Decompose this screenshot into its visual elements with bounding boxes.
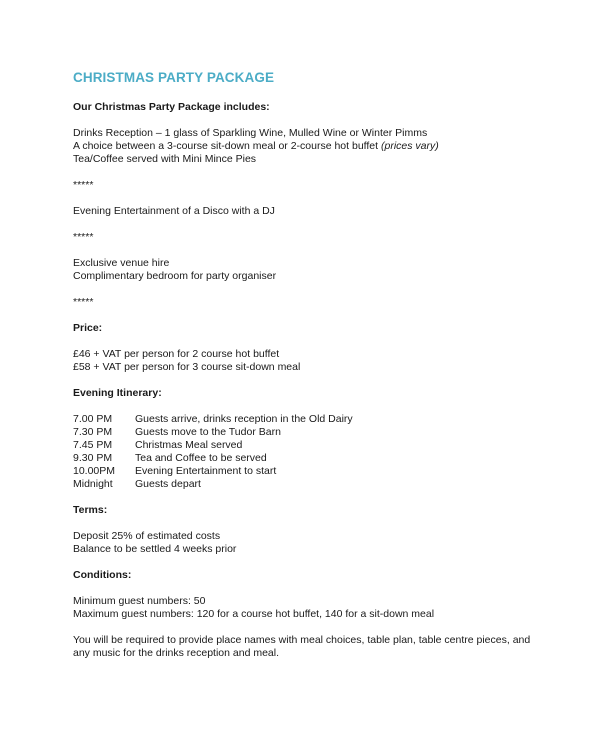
price-heading: Price:	[73, 322, 103, 334]
itinerary-time: 7.30 PM	[73, 426, 113, 438]
itinerary-heading: Evening Itinerary:	[73, 387, 162, 399]
includes-line-2-note: (prices vary)	[380, 140, 439, 152]
itinerary-time: 7.45 PM	[73, 439, 113, 451]
conditions-line-1: Minimum guest numbers: 50	[73, 595, 206, 607]
separator: *****	[73, 179, 94, 191]
includes-line-2-main: A choice between a 3-course sit-down meal or 2-course hot buffet	[73, 140, 381, 152]
terms-line-2: Balance to be settled 4 weeks prior	[73, 543, 237, 555]
itinerary-row	[73, 439, 573, 452]
itinerary-row	[73, 478, 573, 491]
terms-line-1: Deposit 25% of estimated costs	[73, 530, 221, 542]
itinerary-event: Guests arrive, drinks reception in the Old Dairy	[135, 413, 353, 425]
includes-line-2	[73, 140, 573, 153]
price-line-1: £46 + VAT per person for 2 course hot buffet	[73, 348, 280, 360]
venue-line-2: Complimentary bedroom for party organiser	[73, 270, 277, 282]
itinerary-row	[73, 452, 573, 465]
itinerary-event: Tea and Coffee to be served	[135, 452, 267, 464]
itinerary-row	[73, 465, 573, 478]
conditions-line-2: Maximum guest numbers: 120 for a course hot buffet, 140 for a sit-down meal	[73, 608, 435, 620]
includes-line-1: Drinks Reception – 1 glass of Sparkling Wine, Mulled Wine or Winter Pimms	[73, 127, 428, 139]
itinerary-event: Guests depart	[135, 478, 201, 490]
itinerary-time: 9.30 PM	[73, 452, 113, 464]
document-page	[73, 70, 573, 660]
includes-line-3: Tea/Coffee served with Mini Mince Pies	[73, 153, 257, 165]
entertainment-line: Evening Entertainment of a Disco with a DJ	[73, 205, 275, 217]
itinerary-time: 7.00 PM	[73, 413, 113, 425]
includes-heading: Our Christmas Party Package includes:	[73, 101, 270, 113]
venue-line-1: Exclusive venue hire	[73, 257, 170, 269]
separator: *****	[73, 231, 94, 243]
itinerary-event: Guests move to the Tudor Barn	[135, 426, 281, 438]
separator: *****	[73, 296, 94, 308]
itinerary-table	[73, 413, 573, 491]
conditions-heading: Conditions:	[73, 569, 132, 581]
itinerary-time: 10.00PM	[73, 465, 116, 477]
itinerary-event: Evening Entertainment to start	[135, 465, 277, 477]
itinerary-event: Christmas Meal served	[135, 439, 243, 451]
conditions-paragraph: You will be required to provide place names with meal choices, table plan, table centre pieces, and any music for the drinks reception and meal.	[73, 634, 531, 659]
page-title: CHRISTMAS PARTY PACKAGE	[73, 70, 275, 85]
price-line-2: £58 + VAT per person for 3 course sit-down meal	[73, 361, 301, 373]
itinerary-row	[73, 426, 573, 439]
itinerary-time: Midnight	[73, 478, 113, 490]
itinerary-row	[73, 413, 573, 426]
terms-heading: Terms:	[73, 504, 108, 516]
